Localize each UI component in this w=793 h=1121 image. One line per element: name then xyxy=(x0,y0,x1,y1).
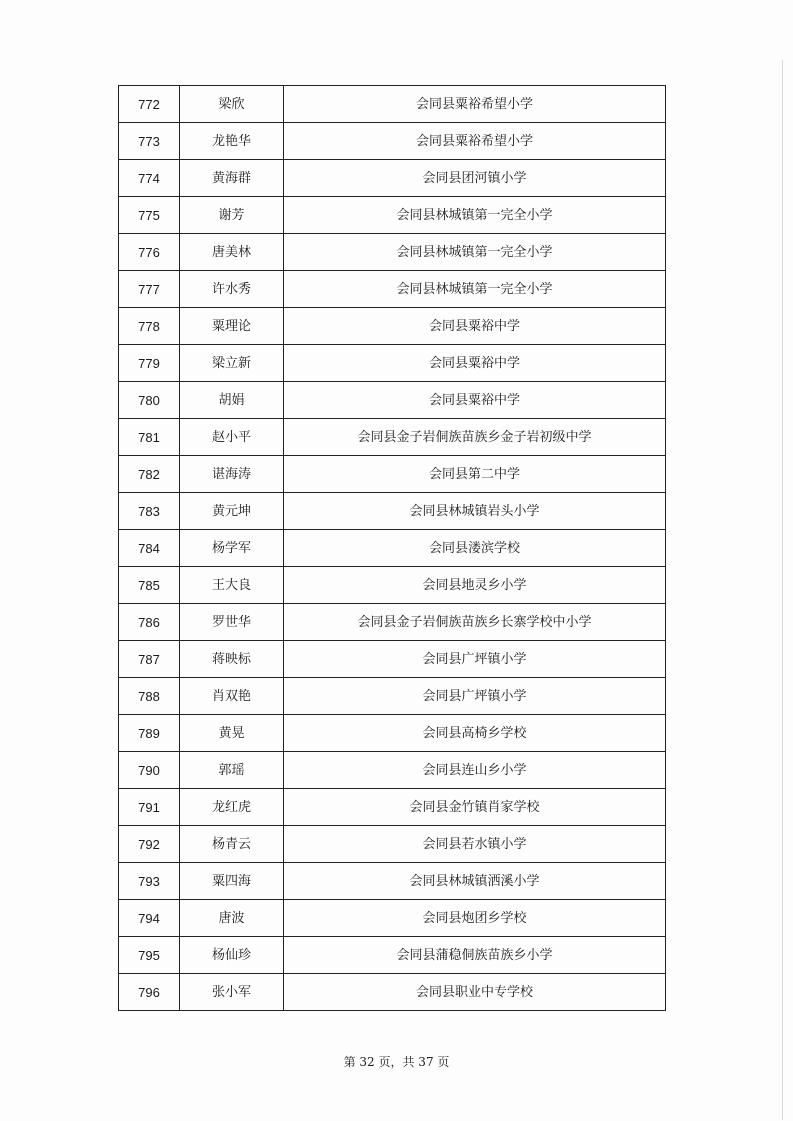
teacher-name: 郭瑶 xyxy=(180,752,284,789)
table-row xyxy=(119,271,666,308)
school-name: 会同县粟裕中学 xyxy=(284,382,666,419)
school-name: 会同县地灵乡小学 xyxy=(284,567,666,604)
row-number: 786 xyxy=(119,604,180,641)
school-name: 会同县林城镇第一完全小学 xyxy=(284,197,666,234)
school-name: 会同县粟裕希望小学 xyxy=(284,86,666,123)
teacher-name: 杨学军 xyxy=(180,530,284,567)
row-number: 788 xyxy=(119,678,180,715)
school-name: 会同县若水镇小学 xyxy=(284,826,666,863)
table-row xyxy=(119,937,666,974)
roster-table xyxy=(118,85,666,1011)
teacher-name: 唐美林 xyxy=(180,234,284,271)
table-row xyxy=(119,678,666,715)
table-row xyxy=(119,345,666,382)
teacher-name: 赵小平 xyxy=(180,419,284,456)
school-name: 会同县职业中专学校 xyxy=(284,974,666,1011)
school-name: 会同县林城镇岩头小学 xyxy=(284,493,666,530)
teacher-name: 唐波 xyxy=(180,900,284,937)
row-number: 782 xyxy=(119,456,180,493)
table-row xyxy=(119,197,666,234)
teacher-name: 粟四海 xyxy=(180,863,284,900)
table-row xyxy=(119,234,666,271)
row-number: 776 xyxy=(119,234,180,271)
roster-table-body xyxy=(119,86,666,1011)
row-number: 785 xyxy=(119,567,180,604)
row-number: 787 xyxy=(119,641,180,678)
table-row xyxy=(119,789,666,826)
row-number: 775 xyxy=(119,197,180,234)
school-name: 会同县粟裕希望小学 xyxy=(284,123,666,160)
row-number: 778 xyxy=(119,308,180,345)
row-number: 795 xyxy=(119,937,180,974)
table-row xyxy=(119,752,666,789)
table-row xyxy=(119,493,666,530)
school-name: 会同县金子岩侗族苗族乡金子岩初级中学 xyxy=(284,419,666,456)
table-row xyxy=(119,382,666,419)
school-name: 会同县广坪镇小学 xyxy=(284,678,666,715)
teacher-name: 梁欣 xyxy=(180,86,284,123)
teacher-name: 粟理论 xyxy=(180,308,284,345)
table-row xyxy=(119,863,666,900)
table-row xyxy=(119,604,666,641)
school-name: 会同县林城镇第一完全小学 xyxy=(284,271,666,308)
row-number: 790 xyxy=(119,752,180,789)
row-number: 781 xyxy=(119,419,180,456)
row-number: 794 xyxy=(119,900,180,937)
table-row xyxy=(119,160,666,197)
table-row xyxy=(119,826,666,863)
school-name: 会同县蒲稳侗族苗族乡小学 xyxy=(284,937,666,974)
row-number: 774 xyxy=(119,160,180,197)
row-number: 793 xyxy=(119,863,180,900)
school-name: 会同县连山乡小学 xyxy=(284,752,666,789)
row-number: 791 xyxy=(119,789,180,826)
row-number: 784 xyxy=(119,530,180,567)
school-name: 会同县第二中学 xyxy=(284,456,666,493)
teacher-name: 黄元坤 xyxy=(180,493,284,530)
teacher-name: 杨青云 xyxy=(180,826,284,863)
table-row xyxy=(119,900,666,937)
table-row xyxy=(119,974,666,1011)
row-number: 773 xyxy=(119,123,180,160)
teacher-name: 杨仙珍 xyxy=(180,937,284,974)
teacher-name: 黄晃 xyxy=(180,715,284,752)
table-row xyxy=(119,641,666,678)
teacher-name: 蒋映标 xyxy=(180,641,284,678)
teacher-name: 龙红虎 xyxy=(180,789,284,826)
school-name: 会同县团河镇小学 xyxy=(284,160,666,197)
page-number-footer: 第 32 页，共 37 页 xyxy=(343,1055,450,1069)
school-name: 会同县粟裕中学 xyxy=(284,345,666,382)
table-row xyxy=(119,456,666,493)
teacher-name: 龙艳华 xyxy=(180,123,284,160)
teacher-name: 谢芳 xyxy=(180,197,284,234)
row-number: 772 xyxy=(119,86,180,123)
teacher-name: 许水秀 xyxy=(180,271,284,308)
row-number: 777 xyxy=(119,271,180,308)
school-name: 会同县金竹镇肖家学校 xyxy=(284,789,666,826)
teacher-name: 肖双艳 xyxy=(180,678,284,715)
row-number: 789 xyxy=(119,715,180,752)
school-name: 会同县炮团乡学校 xyxy=(284,900,666,937)
teacher-name: 王大良 xyxy=(180,567,284,604)
table-row xyxy=(119,715,666,752)
table-row xyxy=(119,123,666,160)
table-row xyxy=(119,567,666,604)
school-name: 会同县溇滨学校 xyxy=(284,530,666,567)
school-name: 会同县金子岩侗族苗族乡长寨学校中小学 xyxy=(284,604,666,641)
table-row xyxy=(119,86,666,123)
row-number: 780 xyxy=(119,382,180,419)
table-row xyxy=(119,308,666,345)
teacher-name: 梁立新 xyxy=(180,345,284,382)
row-number: 783 xyxy=(119,493,180,530)
teacher-name: 谌海涛 xyxy=(180,456,284,493)
school-name: 会同县广坪镇小学 xyxy=(284,641,666,678)
table-row xyxy=(119,419,666,456)
teacher-name: 张小军 xyxy=(180,974,284,1011)
row-number: 796 xyxy=(119,974,180,1011)
row-number: 779 xyxy=(119,345,180,382)
row-number: 792 xyxy=(119,826,180,863)
table-row xyxy=(119,530,666,567)
teacher-name: 黄海群 xyxy=(180,160,284,197)
teacher-name: 胡娟 xyxy=(180,382,284,419)
school-name: 会同县高椅乡学校 xyxy=(284,715,666,752)
school-name: 会同县林城镇第一完全小学 xyxy=(284,234,666,271)
teacher-name: 罗世华 xyxy=(180,604,284,641)
scan-edge-line xyxy=(782,60,783,1120)
school-name: 会同县粟裕中学 xyxy=(284,308,666,345)
school-name: 会同县林城镇洒溪小学 xyxy=(284,863,666,900)
